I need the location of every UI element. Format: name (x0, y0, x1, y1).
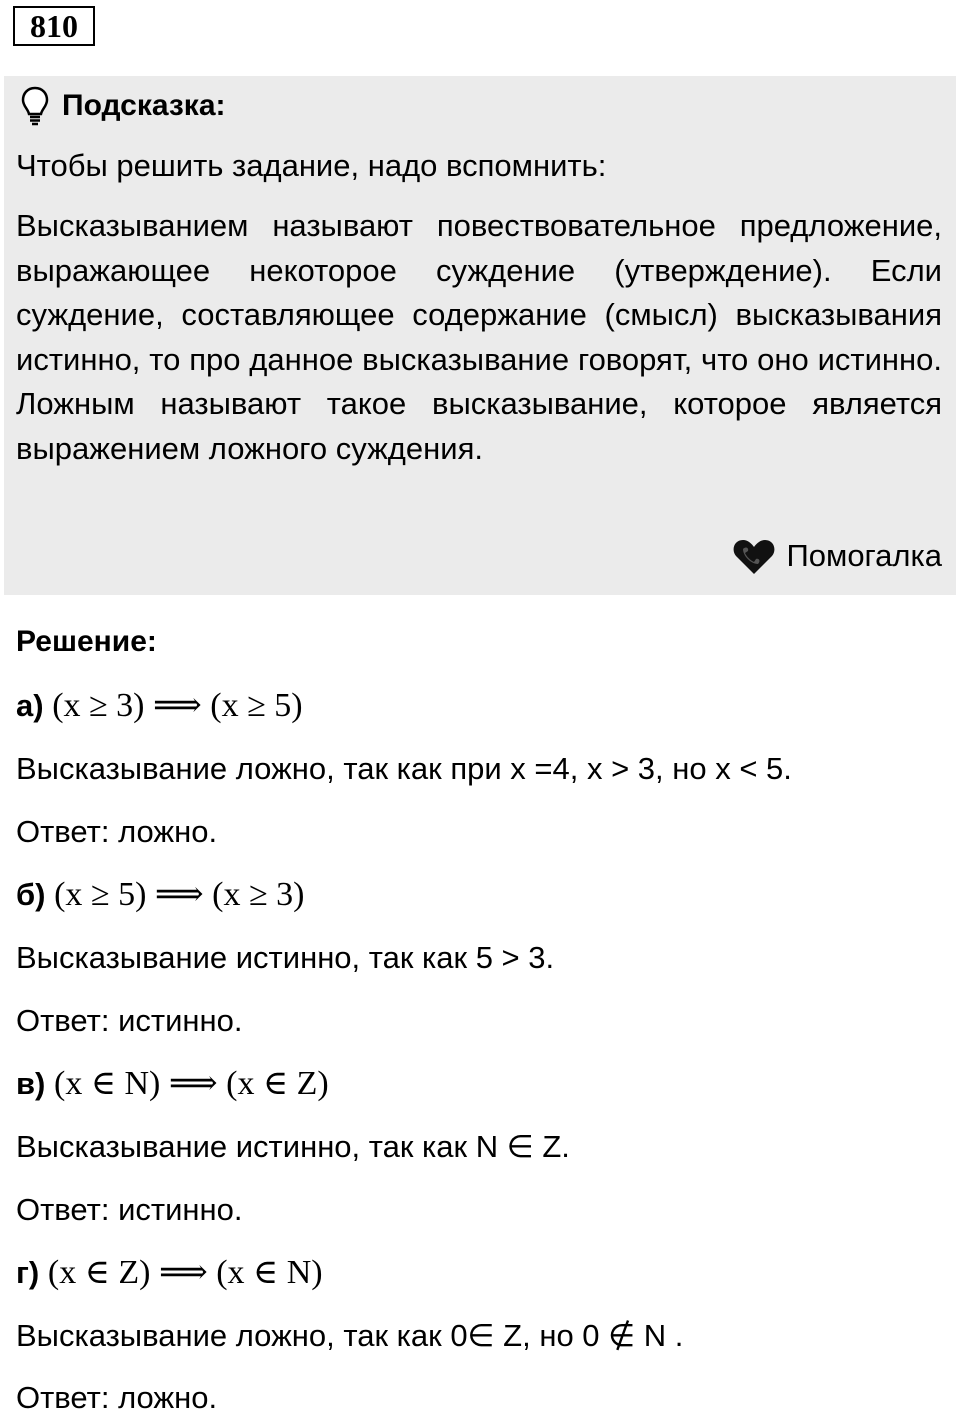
part-a-header (16, 686, 303, 726)
hint-header (20, 84, 226, 128)
part-d-label: г) (16, 1255, 40, 1290)
lightbulb-icon (20, 86, 50, 126)
part-b-label: б) (16, 877, 46, 912)
part-b-header (16, 875, 304, 915)
part-c-answer: Ответ: истинно. (16, 1192, 243, 1227)
part-d-expression: (x ∈ Z) ⟹ (x ∈ N) (47, 1254, 323, 1291)
part-b-explanation: Высказывание истинно, так как 5 > 3. (16, 940, 555, 975)
part-a-expression: (x ≥ 3) ⟹ (x ≥ 5) (52, 687, 303, 724)
part-a-explanation: Высказывание ложно, так как при x =4, x > 3, но x < 5. (16, 751, 792, 786)
helper-label: Помогалка (786, 538, 942, 573)
part-d-explanation: Высказывание ложно, так как 0∈ Z, но 0 ∉ N . (16, 1318, 684, 1353)
hint-intro: Чтобы решить задание, надо вспомнить: (16, 148, 607, 183)
part-b-answer: Ответ: истинно. (16, 1003, 243, 1038)
part-c-header (16, 1064, 329, 1104)
part-d-header (16, 1253, 323, 1293)
task-number: 810 (13, 6, 95, 46)
hint-body: Высказыванием называют повествовательное предложение, выражающее некоторое суждение (утверждение). Если суждение, составляющее содержание (смысл) высказывания истинно, то про данное высказывание говорят, что оно истинно. Ложным называют такое высказывание, которое является выражением ложного суждения. (16, 208, 942, 466)
part-c-explanation: Высказывание истинно, так как N ∈ Z. (16, 1129, 570, 1164)
hint-title: Подсказка: (62, 89, 226, 122)
part-a-label: а) (16, 688, 44, 723)
hint-box (4, 76, 956, 595)
solution-title: Решение: (16, 625, 157, 658)
part-c-label: в) (16, 1066, 46, 1101)
heart-icon (732, 536, 776, 576)
part-c-expression: (x ∈ N) ⟹ (x ∈ Z) (54, 1065, 329, 1102)
part-d-answer: Ответ: ложно. (16, 1380, 218, 1415)
part-b-expression: (x ≥ 5) ⟹ (x ≥ 3) (54, 876, 305, 913)
part-a-answer: Ответ: ложно. (16, 814, 218, 849)
helper-link[interactable] (732, 536, 942, 576)
